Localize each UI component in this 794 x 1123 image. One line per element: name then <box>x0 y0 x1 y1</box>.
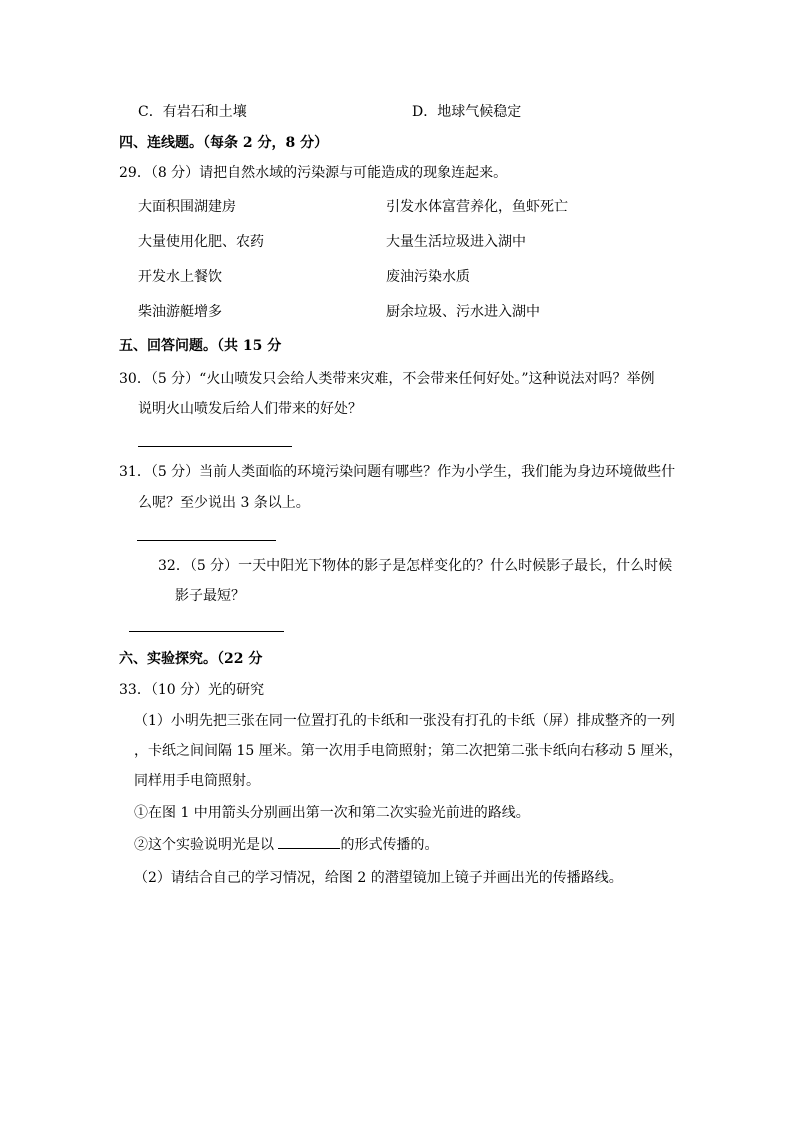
q33-part2: （2）请结合自己的学习情况，给图 2 的潜望镜加上镜子并画出光的传播路线。 <box>134 870 623 886</box>
q33-part1-line3: 同样用手电筒照射。 <box>134 773 260 789</box>
section-4-title: 四、连线题。（每条 2 分，8 分） <box>119 135 329 151</box>
option-d: D．地球气候稳定 <box>412 104 522 120</box>
matching-left-item: 大面积围湖建房 <box>138 199 236 215</box>
section-6-title: 六、实验探究。（22 分 <box>119 651 263 667</box>
q33-prompt: 33．（10 分）光的研究 <box>119 682 265 698</box>
section-5-title: 五、回答问题。（共 15 分 <box>119 338 282 354</box>
option-c: C．有岩石和土壤 <box>138 104 247 120</box>
matching-left-item: 开发水上餐饮 <box>138 269 222 285</box>
q29-prompt: 29．（8 分）请把自然水域的污染源与可能造成的现象连起来。 <box>119 165 508 181</box>
matching-right-item: 废油污染水质 <box>386 269 470 285</box>
matching-right-item: 引发水体富营养化，鱼虾死亡 <box>386 199 568 215</box>
q30-line2: 说明火山喷发后给人们带来的好处？ <box>138 401 362 417</box>
q31-line2: 么呢？至少说出 3 条以上。 <box>138 495 310 511</box>
q31-answer-line[interactable] <box>137 540 276 541</box>
q33-sub1: ①在图 1 中用箭头分别画出第一次和第二次实验光前进的路线。 <box>134 805 530 821</box>
matching-left-item: 大量使用化肥、农药 <box>138 234 264 250</box>
matching-left-item: 柴油游艇增多 <box>138 304 222 320</box>
matching-right-item: 厨余垃圾、污水进入湖中 <box>386 304 540 320</box>
q32-line1: 32．（5 分）一天中阳光下物体的影子是怎样变化的？什么时候影子最长，什么时候 <box>158 558 673 574</box>
q30-line1: 30．（5 分）“火山喷发只会给人类带来灾难，不会带来任何好处。”这种说法对吗？举例 <box>119 371 655 387</box>
q33-sub2-before: ②这个实验说明光是以 <box>134 837 279 853</box>
q33-part1-line2: ，卡纸之间间隔 15 厘米。第一次用手电筒照射；第二次把第二张卡纸向右移动 5 厘米， <box>134 743 683 759</box>
q30-answer-line[interactable] <box>138 446 292 447</box>
q33-sub2-after: 的形式传播的。 <box>340 837 439 853</box>
q32-answer-line[interactable] <box>129 631 284 632</box>
q32-line2: 影子最短？ <box>175 588 245 604</box>
q33-part1-line1: （1）小明先把三张在同一位置打孔的卡纸和一张没有打孔的卡纸（屏）排成整齐的一列 <box>134 713 675 729</box>
q33-sub2-blank[interactable] <box>278 836 340 849</box>
q31-line1: 31．（5 分）当前人类面临的环境污染问题有哪些？作为小学生，我们能为身边环境做些什 <box>119 464 676 480</box>
q33-sub2 <box>134 836 438 854</box>
matching-right-item: 大量生活垃圾进入湖中 <box>386 234 526 250</box>
